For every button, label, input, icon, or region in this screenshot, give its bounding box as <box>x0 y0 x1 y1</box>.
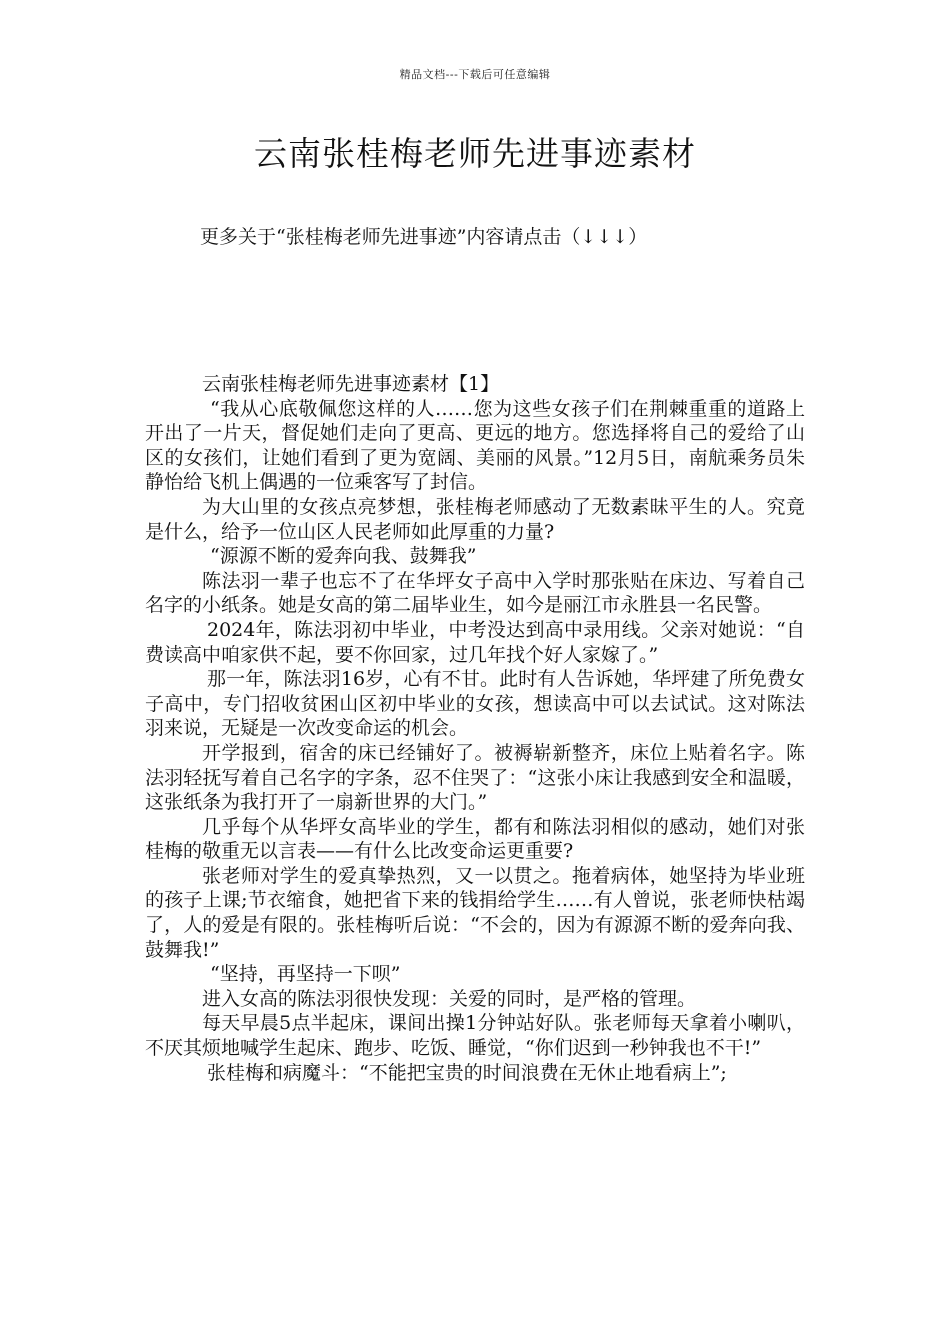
subheading-quote: “源源不断的爱奔向我、鼓舞我” <box>210 545 477 568</box>
document-title: 云南张桂梅老师先进事迹素材 <box>254 134 696 173</box>
paragraph: 开学报到，宿舍的床已经铺好了。被褥崭新整齐，床位上贴着名字。陈法羽轻抚写着自己名字的字条，忍不住哭了：“这张小床让我感到安全和温暖，这张纸条为我打开了一扇新世界的大门。” <box>145 741 805 814</box>
paragraph: 2024年，陈法羽初中毕业，中考没达到高中录用线。父亲对她说：“自费读高中咱家供不起，要不你回家，过几年找个好人家嫁了。” <box>145 618 805 666</box>
section-heading: 云南张桂梅老师先进事迹素材【1】 <box>202 373 500 395</box>
paragraph: 进入女高的陈法羽很快发现：关爱的同时，是严格的管理。 <box>202 987 697 1010</box>
paragraph: 几乎每个从华坪女高毕业的学生，都有和陈法羽相似的感动，她们对张桂梅的敬重无以言表——有什么比改变命运更重要? <box>145 815 805 863</box>
page-header-note: 精品文档---下载后可任意编辑 <box>399 68 551 81</box>
paragraph: 张老师对学生的爱真挚热烈，又一以贯之。拖着病体，她坚持为毕业班的孩子上课;节衣缩食，她把省下来的钱捐给学生……有人曾说，张老师快枯竭了，人的爱是有限的。张桂梅听后说：“不会的，因为有源源不断的爱奔向我、鼓舞我!” <box>145 864 805 961</box>
subheading-quote: “坚持，再坚持一下呗” <box>210 963 401 986</box>
paragraph: 那一年，陈法羽16岁，心有不甘。此时有人告诉她，华坪建了所免费女子高中，专门招收贫困山区初中毕业的女孩，想读高中可以去试试。这对陈法羽来说，无疑是一次改变命运的机会。 <box>145 668 805 740</box>
paragraph: 每天早晨5点半起床，课间出操1分钟站好队。张老师每天拿着小喇叭，不厌其烦地喊学生起床、跑步、吃饭、睡觉，“你们迟到一秒钟我也不干!” <box>145 1012 805 1060</box>
more-content-link[interactable]: 更多关于“张桂梅老师先进事迹”内容请点击（↓↓↓） <box>200 226 648 248</box>
paragraph: 为大山里的女孩点亮梦想，张桂梅老师感动了无数素昧平生的人。究竟是什么，给予一位山区人民老师如此厚重的力量? <box>145 495 805 543</box>
article-body <box>145 372 805 1085</box>
paragraph: 陈法羽一辈子也忘不了在华坪女子高中入学时那张贴在床边、写着自己名字的小纸条。她是女高的第二届毕业生，如今是丽江市永胜县一名民警。 <box>145 569 805 617</box>
paragraph: 张桂梅和病魔斗：“不能把宝贵的时间浪费在无休止地看病上”; <box>207 1061 727 1084</box>
paragraph: “我从心底敬佩您这样的人……您为这些女孩子们在荆棘重重的道路上开出了一片天，督促她们走向了更高、更远的地方。您选择将自己的爱给了山区的女孩们，让她们看到了更为宽阔、美丽的风景。”12月5日，南航乘务员朱静怡给飞机上偶遇的一位乘客写了封信。 <box>145 397 805 494</box>
